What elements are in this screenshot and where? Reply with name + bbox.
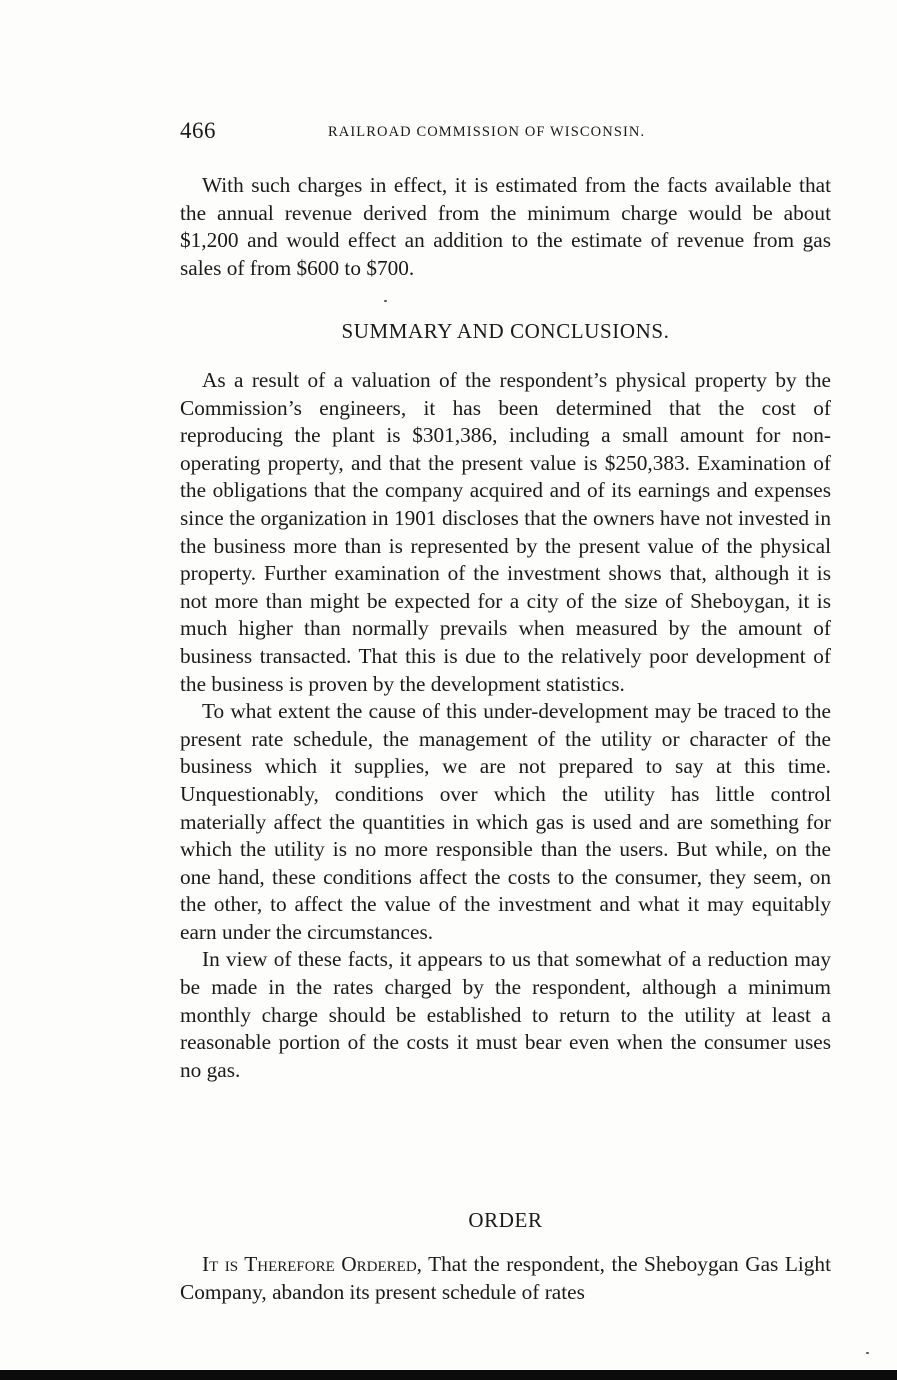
order-text: That the respondent, the Sheboygan Gas Light Company, abandon its present schedule of rates (180, 1252, 831, 1304)
summary-paragraph-1: As a result of a valuation of the respondent’s physical property by the Commission’s engineers, it has been determined that the cost of reproducing the plant is $301,386, including a small amount for non-operating property, and that the present value is $250,383. Examination of the obligations that the company acquired and of its earnings and expenses since the organization in 1901 discloses that the owners have not invested in the business more than is represented by the present value of the physical property. Further examination of the investment shows that, although it is not more than might be expected for a city of the size of Sheboygan, it is much higher than normally prevails when measured by the amount of business transacted. That this is due to the relatively poor development of the business is proven by the development statistics. (180, 368, 831, 696)
order-heading: ORDER (468, 1208, 543, 1232)
order-section (180, 1251, 831, 1306)
summary-paragraph-2: To what extent the cause of this under-development may be traced to the present rate schedule, the management of the utility or character of the business which it supplies, we are not prepared to say at this time. Unquestionably, conditions over which the utility has little control materially affect the quantities in which gas is used and are something for which the utility is no more responsible than the users. But while, on the one hand, these conditions affect the costs to the consumer, they seem, on the other, to affect the value of the investment and what it may equitably earn under the circumstances. (180, 699, 831, 944)
order-paragraph (180, 1251, 831, 1306)
print-speck (384, 300, 387, 302)
order-lead-in: It is Therefore Ordered, (202, 1252, 422, 1276)
scan-bottom-edge (0, 1370, 897, 1380)
intro-section (180, 172, 831, 282)
print-speck (866, 1352, 869, 1354)
summary-heading: SUMMARY AND CONCLUSIONS. (341, 319, 670, 343)
page-number: 466 (180, 118, 216, 143)
summary-section (180, 367, 831, 1084)
running-head: RAILROAD COMMISSION OF WISCONSIN. (328, 124, 646, 140)
intro-paragraph: With such charges in effect, it is estimated from the facts available that the annual revenue derived from the minimum charge would be about $1,200 and would effect an addition to the estimate of revenue from gas sales of from $600 to $700. (180, 173, 831, 280)
page-header (180, 118, 830, 148)
summary-paragraph-3: In view of these facts, it appears to us that somewhat of a reduction may be made in the rates charged by the respondent, although a minimum monthly charge should be established to return to the utility at least a reasonable portion of the costs it must bear even when the consumer uses no gas. (180, 947, 831, 1082)
